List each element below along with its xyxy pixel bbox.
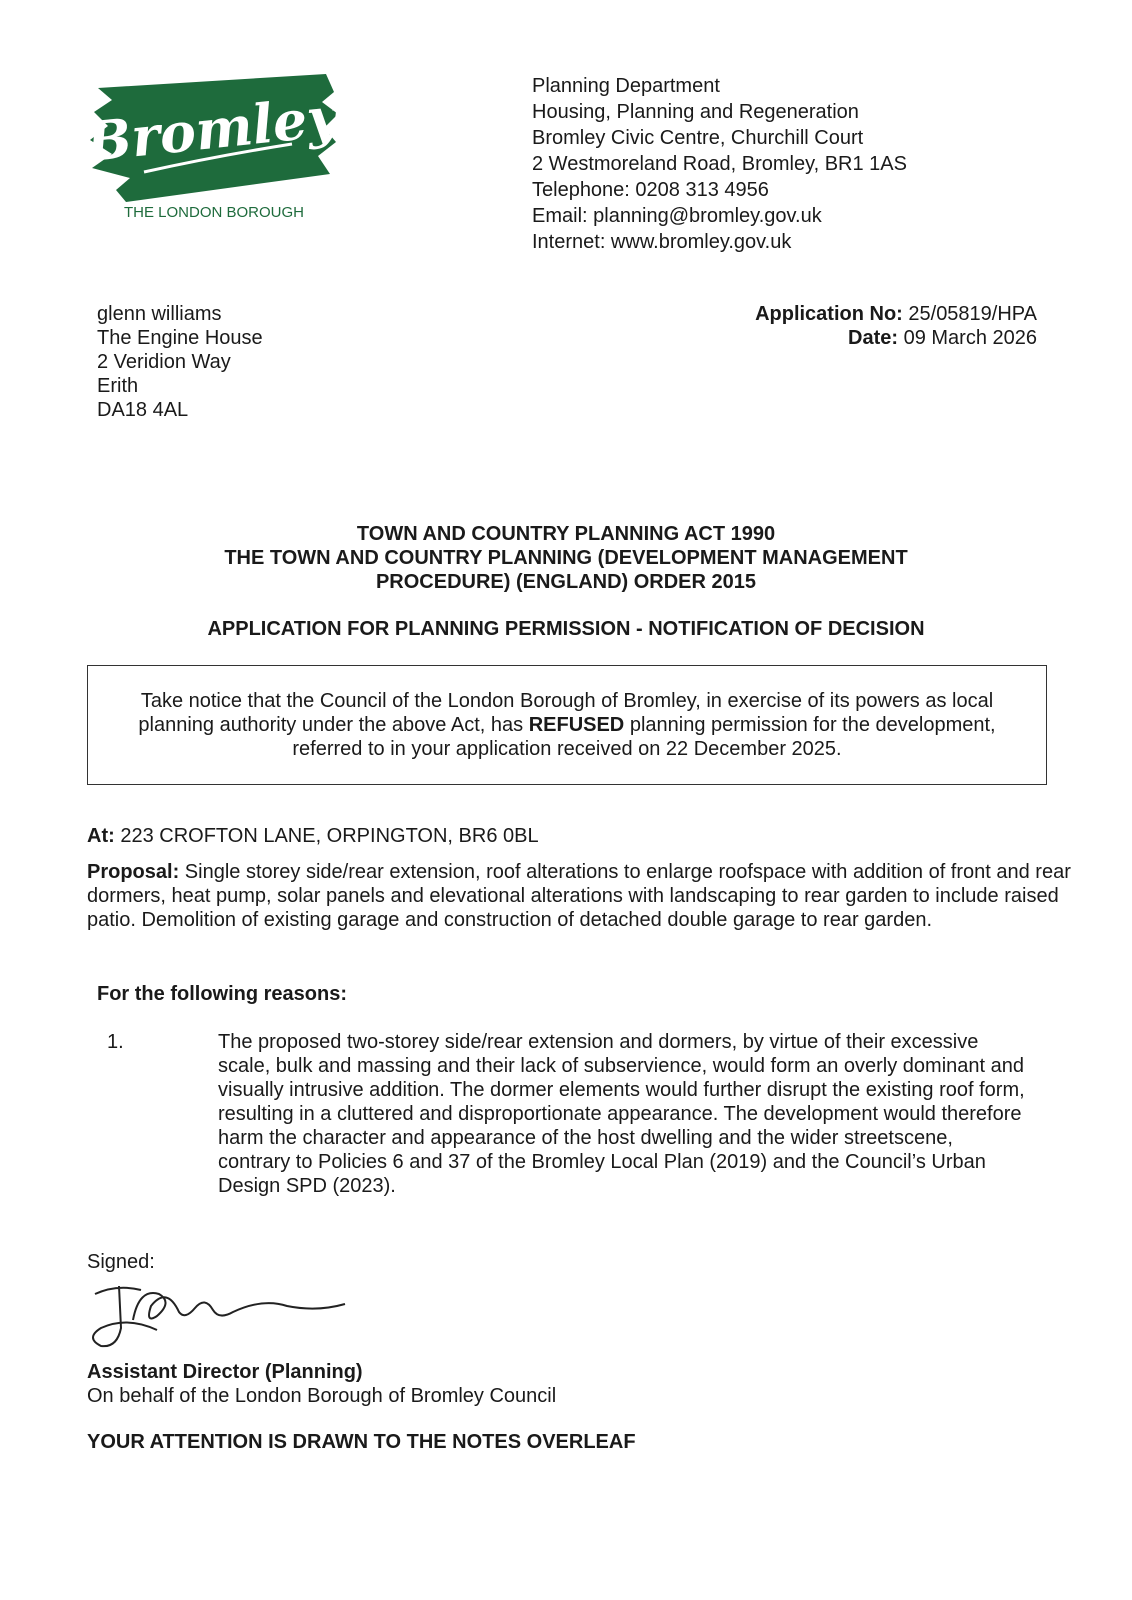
sender-line: 2 Westmoreland Road, Bromley, BR1 1AS bbox=[532, 153, 907, 175]
decision-notice-box bbox=[87, 665, 1047, 785]
application-number-label: Application No: bbox=[755, 303, 903, 325]
recipient-line: 2 Veridion Way bbox=[97, 351, 231, 373]
notice-text-before: Take notice that the Council of the London Borough of Bromley, in exercise of its powers as local planning authority under the above Act, has bbox=[138, 690, 994, 736]
reasons-heading: For the following reasons: bbox=[97, 983, 348, 1005]
site-label: At: bbox=[87, 825, 115, 847]
sender-address bbox=[532, 73, 907, 255]
act-heading-line: PROCEDURE) (ENGLAND) ORDER 2015 bbox=[375, 571, 757, 593]
bromley-logo bbox=[86, 70, 346, 230]
decision-outcome: REFUSED bbox=[528, 714, 625, 736]
recipient-line: The Engine House bbox=[97, 327, 263, 349]
act-headings bbox=[0, 522, 1132, 594]
recipient-address bbox=[97, 302, 263, 422]
proposal-value: Single storey side/rear extension, roof alterations to enlarge roofspace with addition of front and rear dormers, heat pump, solar panels and elevational alterations with landscaping to rear garden to include raised patio. Demolition of existing garage and construction of detached double garage to rear garden. bbox=[87, 861, 1071, 931]
signatory-on-behalf: On behalf of the London Borough of Bromley Council bbox=[87, 1385, 557, 1407]
application-number bbox=[755, 302, 1037, 326]
recipient-name: glenn williams bbox=[97, 303, 222, 325]
logo-wordmark: Bromley bbox=[86, 84, 342, 175]
decision-date-value: 09 March 2026 bbox=[898, 327, 1037, 349]
decision-title: APPLICATION FOR PLANNING PERMISSION - NOTIFICATION OF DECISION bbox=[207, 618, 925, 640]
signature bbox=[87, 1276, 357, 1360]
proposal-label: Proposal: bbox=[87, 861, 180, 883]
site-value: 223 CROFTON LANE, ORPINGTON, BR6 0BL bbox=[114, 825, 539, 847]
sender-website: Internet: www.bromley.gov.uk bbox=[532, 231, 792, 253]
act-heading-line: TOWN AND COUNTRY PLANNING ACT 1990 bbox=[356, 523, 776, 545]
sender-email: Email: planning@bromley.gov.uk bbox=[532, 205, 822, 227]
decision-date-label: Date: bbox=[848, 327, 899, 349]
signed-label: Signed: bbox=[87, 1251, 155, 1273]
bromley-logo-graphic bbox=[86, 70, 346, 230]
sender-telephone: Telephone: 0208 313 4956 bbox=[532, 179, 769, 201]
overleaf-notice: YOUR ATTENTION IS DRAWN TO THE NOTES OVERLEAF bbox=[87, 1431, 636, 1453]
recipient-line: Erith bbox=[97, 375, 139, 397]
sender-line: Bromley Civic Centre, Churchill Court bbox=[532, 127, 864, 149]
decision-notice-text bbox=[108, 689, 1026, 761]
recipient-postcode: DA18 4AL bbox=[97, 399, 189, 421]
handwritten-signature-graphic bbox=[87, 1276, 357, 1360]
reason-text: The proposed two-storey side/rear extension and dormers, by virtue of their excessive scale, bulk and massing and their lack of subservience, would form an overly dominant and visually intrusive addition. The dormer elements would further disrupt the existing roof form, resulting in a cluttered and disproportionate appearance. The development would therefore harm the character and appearance of the host dwelling and the wider streetscene, contrary to Policies 6 and 37 of the Bromley Local Plan (2019) and the Council’s Urban Design SPD (2023). bbox=[218, 1031, 1025, 1197]
proposal bbox=[87, 860, 1077, 932]
notice-text-after: planning permission for the development, referred to in your application received on 22 December 2025. bbox=[292, 714, 996, 760]
logo-subtitle: THE LONDON BOROUGH bbox=[123, 204, 305, 221]
sender-line: Housing, Planning and Regeneration bbox=[532, 101, 859, 123]
application-number-value: 25/05819/HPA bbox=[902, 303, 1037, 325]
decision-date bbox=[755, 326, 1037, 350]
sender-line: Planning Department bbox=[532, 75, 720, 97]
application-reference bbox=[755, 302, 1037, 350]
signatory bbox=[87, 1360, 556, 1408]
signatory-title: Assistant Director (Planning) bbox=[87, 1361, 363, 1383]
act-heading-line: THE TOWN AND COUNTRY PLANNING (DEVELOPMENT MANAGEMENT bbox=[224, 547, 908, 569]
site-address bbox=[87, 824, 539, 848]
reason-number: 1. bbox=[107, 1031, 124, 1053]
